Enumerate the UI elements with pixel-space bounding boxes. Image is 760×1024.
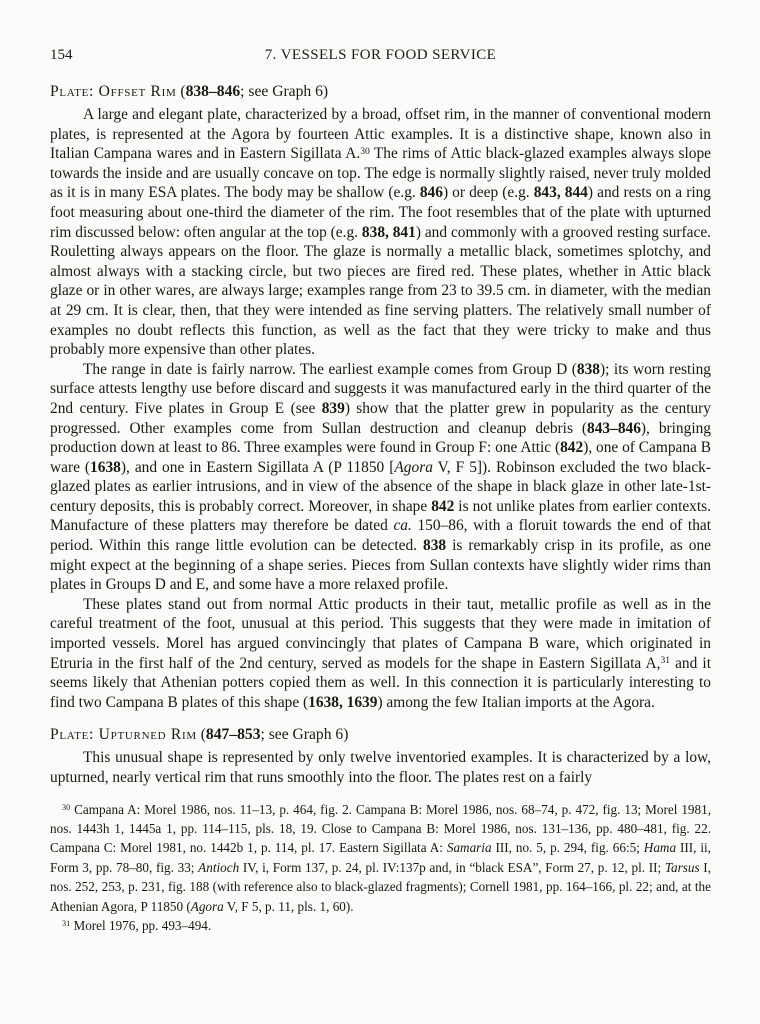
running-title: 7. VESSELS FOR FOOD SERVICE xyxy=(264,47,497,63)
paragraph-offset-rim-2: The range in date is fairly narrow. The earliest example comes from Group D (838); its worn resting surface attests lengthy use before discard and suggests it was manufactured early in the third quarter of the 2nd century. Five plates in Group E (see 839) show that the platter grew in popularity as the century progressed. Other examples come from Sullan destruction and cleanup debris (843–846), bringing production down at least to 86. Three examples were found in Group F: one Attic (842), one of Campana B ware (1638), and one in Eastern Sigillata A (P 11850 [Agora V, F 5]). Robinson excluded the two black-glazed plates as earlier intrusions, and in view of the absence of the shape in black glaze in other late-1st-century deposits, this is probably correct. Moreover, in shape 842 is not unlike plates from earlier contexts. Manufacture of these platters may therefore be dated ca. 150–86, with a floruit towards the end of that period. Within this range little evolution can be detected. 838 is remarkably crisp in its profile, as one might expect at the beginning of a shape series. Pieces from Sullan contexts have slightly wider rims than plates in Groups D and E, and some have a more relaxed profile. xyxy=(50,360,712,594)
paragraph-upturned-rim-1: This unusual shape is represented by only twelve inventoried examples. It is characterized by a low, upturned, nearly vertical rim that runs smoothly into the floor. The plates rest on a fairly xyxy=(50,749,711,786)
page-number: 154 xyxy=(50,47,73,63)
page-header xyxy=(50,46,711,66)
footnote-30: $^{30}$ Campana A: Morel 1986, nos. 11–13, p. 464, fig. 2. Campana B: Morel 1986, nos. 68–74, p. 472, fig. 13; Morel 1981, nos. 1443h 1, 1445a 1, pp. 114–115, pls. 18, 19. Close to Campana B: Morel 1986, nos. 131–136, pp. 480–481, fig. 22. Campana C: Morel 1981, no. 1442b 1, p. 114, pl. 17. Eastern Sigillata A: Samaria III, no. 5, p. 294, fig. 66:5; Hama III, ii, Form 3, pp. 78–80, fig. 33; Antioch IV, i, Form 137, p. 24, pl. IV:137p and, in “black ESA”, Form 27, p. 12, pl. II; Tarsus I, nos. 252, 253, p. 231, fig. 188 (with reference also to black-glazed fragments); Cornell 1981, pp. 164–166, pl. 22; and, at the Athenian Agora, P 11850 (Agora V, F 5, p. 11, pls. 1, 60). xyxy=(50,801,711,914)
paragraph-offset-rim-1: A large and elegant plate, characterized by a broad, offset rim, in the manner of conventional modern plates, is represented at the Agora by fourteen Attic examples. It is a distinctive shape, known also in Italian Campana wares and in Eastern Sigillata A.$^{30}$ The rims of Attic black-glazed examples always slope towards the inside and are usually concave on top. The edge is normally slightly raised, never truly molded as it is in many ESA plates. The body may be shallow (e.g. 846) or deep (e.g. 843, 844) and rests on a ring foot measuring about one-third the diameter of the rim. The foot resembles that of the plate with upturned rim discussed below: often angular at the top (e.g. 838, 841) and commonly with a grooved resting surface. Rouletting always appears on the floor. The glaze is normally a metallic black, sometimes splotchy, and almost always with a stacking circle, but two pieces are fired red. These plates, whether in Attic black glaze or in other wares, are always large; examples range from 23 to 39.5 cm. in diameter, with the median at 29 cm. It is clear, then, that they were intended as fine serving platters. The relatively small number of examples no doubt reflects this function, as well as the fact that they were tricky to make and thus probably more expensive than other plates. xyxy=(50,106,711,359)
footnote-31: $^{31}$ Morel 1976, pp. 493–494. xyxy=(62,918,212,934)
section-heading-offset-rim: Plate: Offset Rim (838–846; see Graph 6) xyxy=(50,83,329,100)
footnotes-block xyxy=(50,800,711,936)
paragraph-offset-rim-3: These plates stand out from normal Attic products in their taut, metallic profile as well as in the careful treatment of the foot, unusual at this period. This suggests that they were made in imitation of imported vessels. Morel has argued convincingly that plates of Campana B ware, which originated in Etruria in the first half of the 2nd century, served as models for the shape in Eastern Sigillata A,$^{31}$ and it seems likely that Athenian potters copied them as well. In this connection it is particularly interesting to find two Campana B plates of this shape (1638, 1639) among the few Italian imports at the Agora. xyxy=(50,595,711,711)
section-heading-upturned-rim: Plate: Upturned Rim (847–853; see Graph 6) xyxy=(50,726,349,744)
